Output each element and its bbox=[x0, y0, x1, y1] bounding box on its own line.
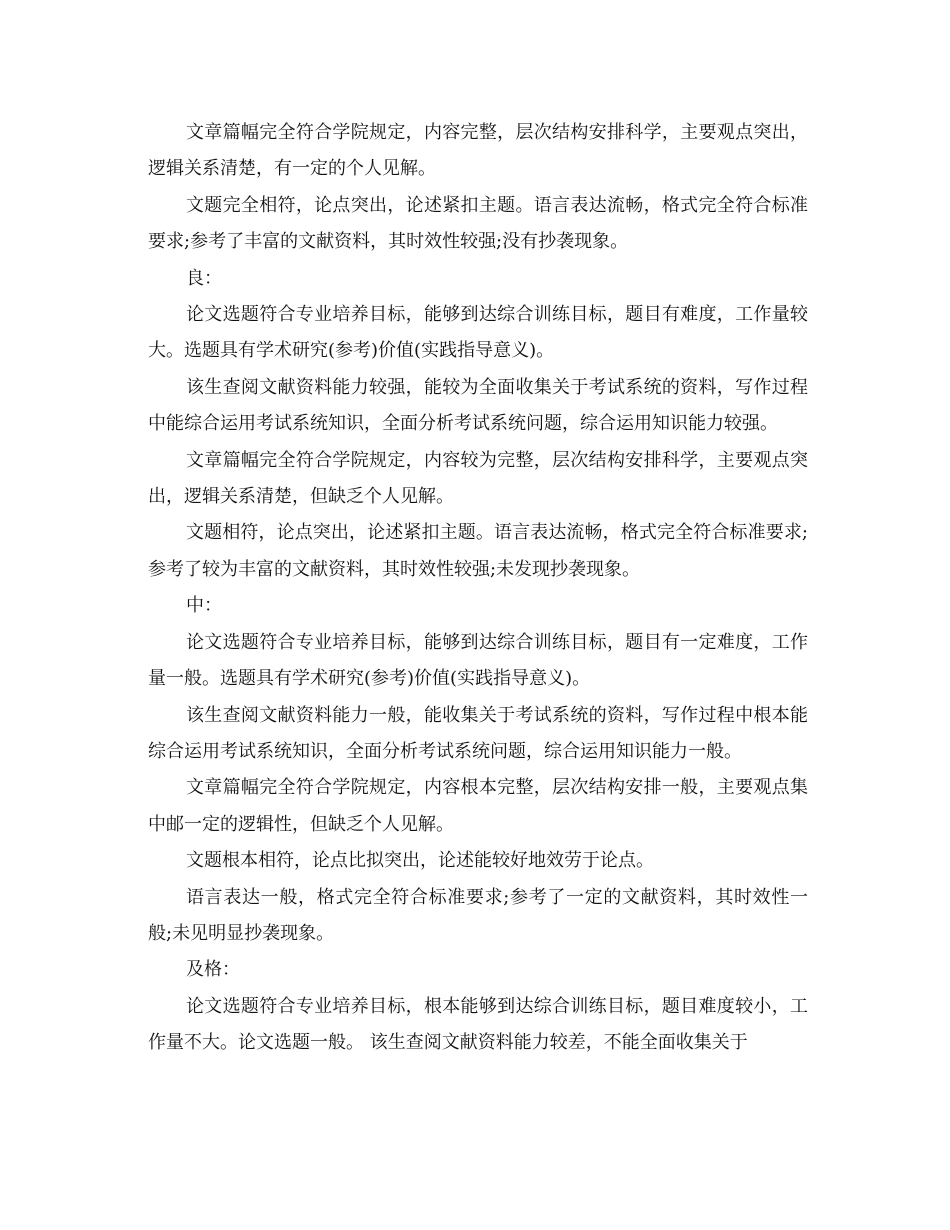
paragraph: 文章篇幅完全符合学院规定，内容完整，层次结构安排科学，主要观点突出，逻辑关系清楚，有一定的个人见解。 bbox=[148, 122, 808, 180]
paragraph: 该生查阅文献资料能力一般，能收集关于考试系统的资料，写作过程中根本能综合运用考试系统知识，全面分析考试系统问题，综合运用知识能力一般。 bbox=[148, 704, 808, 762]
paragraph: 论文选题符合专业培养目标，能够到达综合训练目标，题目有一定难度，工作量一般。选题具有学术研究(参考)价值(实践指导意义)。 bbox=[148, 631, 808, 690]
paragraph: 论文选题符合专业培养目标，根本能够到达综合训练目标，题目难度较小，工作量不大。论文选题一般。 该生查阅文献资料能力较差，不能全面收集关于 bbox=[148, 995, 808, 1054]
paragraph: 文题完全相符，论点突出，论述紧扣主题。语言表达流畅，格式完全符合标准要求;参考了丰富的文献资料，其时效性较强;没有抄袭现象。 bbox=[148, 194, 808, 253]
section-heading-good: 良： bbox=[186, 267, 222, 289]
section-heading-medium: 中： bbox=[186, 595, 222, 617]
paragraph: 文题相符，论点突出，论述紧扣主题。语言表达流畅，格式完全符合标准要求;参考了较为丰富的文献资料，其时效性较强;未发现抄袭现象。 bbox=[148, 522, 808, 580]
paragraph: 文题根本相符，论点比拟突出，论述能较好地效劳于论点。 bbox=[186, 850, 654, 872]
paragraph: 文章篇幅完全符合学院规定，内容根本完整，层次结构安排一般，主要观点集中邮一定的逻辑性，但缺乏个人见解。 bbox=[148, 777, 808, 835]
document-body bbox=[148, 115, 808, 1062]
paragraph: 论文选题符合专业培养目标，能够到达综合训练目标，题目有难度，工作量较大。选题具有学术研究(参考)价值(实践指导意义)。 bbox=[148, 304, 808, 362]
paragraph: 该生查阅文献资料能力较强，能较为全面收集关于考试系统的资料，写作过程中能综合运用考试系统知识，全面分析考试系统问题，综合运用知识能力较强。 bbox=[148, 376, 808, 435]
section-heading-pass: 及格： bbox=[186, 959, 240, 981]
paragraph: 语言表达一般，格式完全符合标准要求;参考了一定的文献资料，其时效性一般;未见明显抄袭现象。 bbox=[148, 886, 808, 944]
paragraph: 文章篇幅完全符合学院规定，内容较为完整，层次结构安排科学，主要观点突出，逻辑关系清楚，但缺乏个人见解。 bbox=[148, 449, 808, 508]
